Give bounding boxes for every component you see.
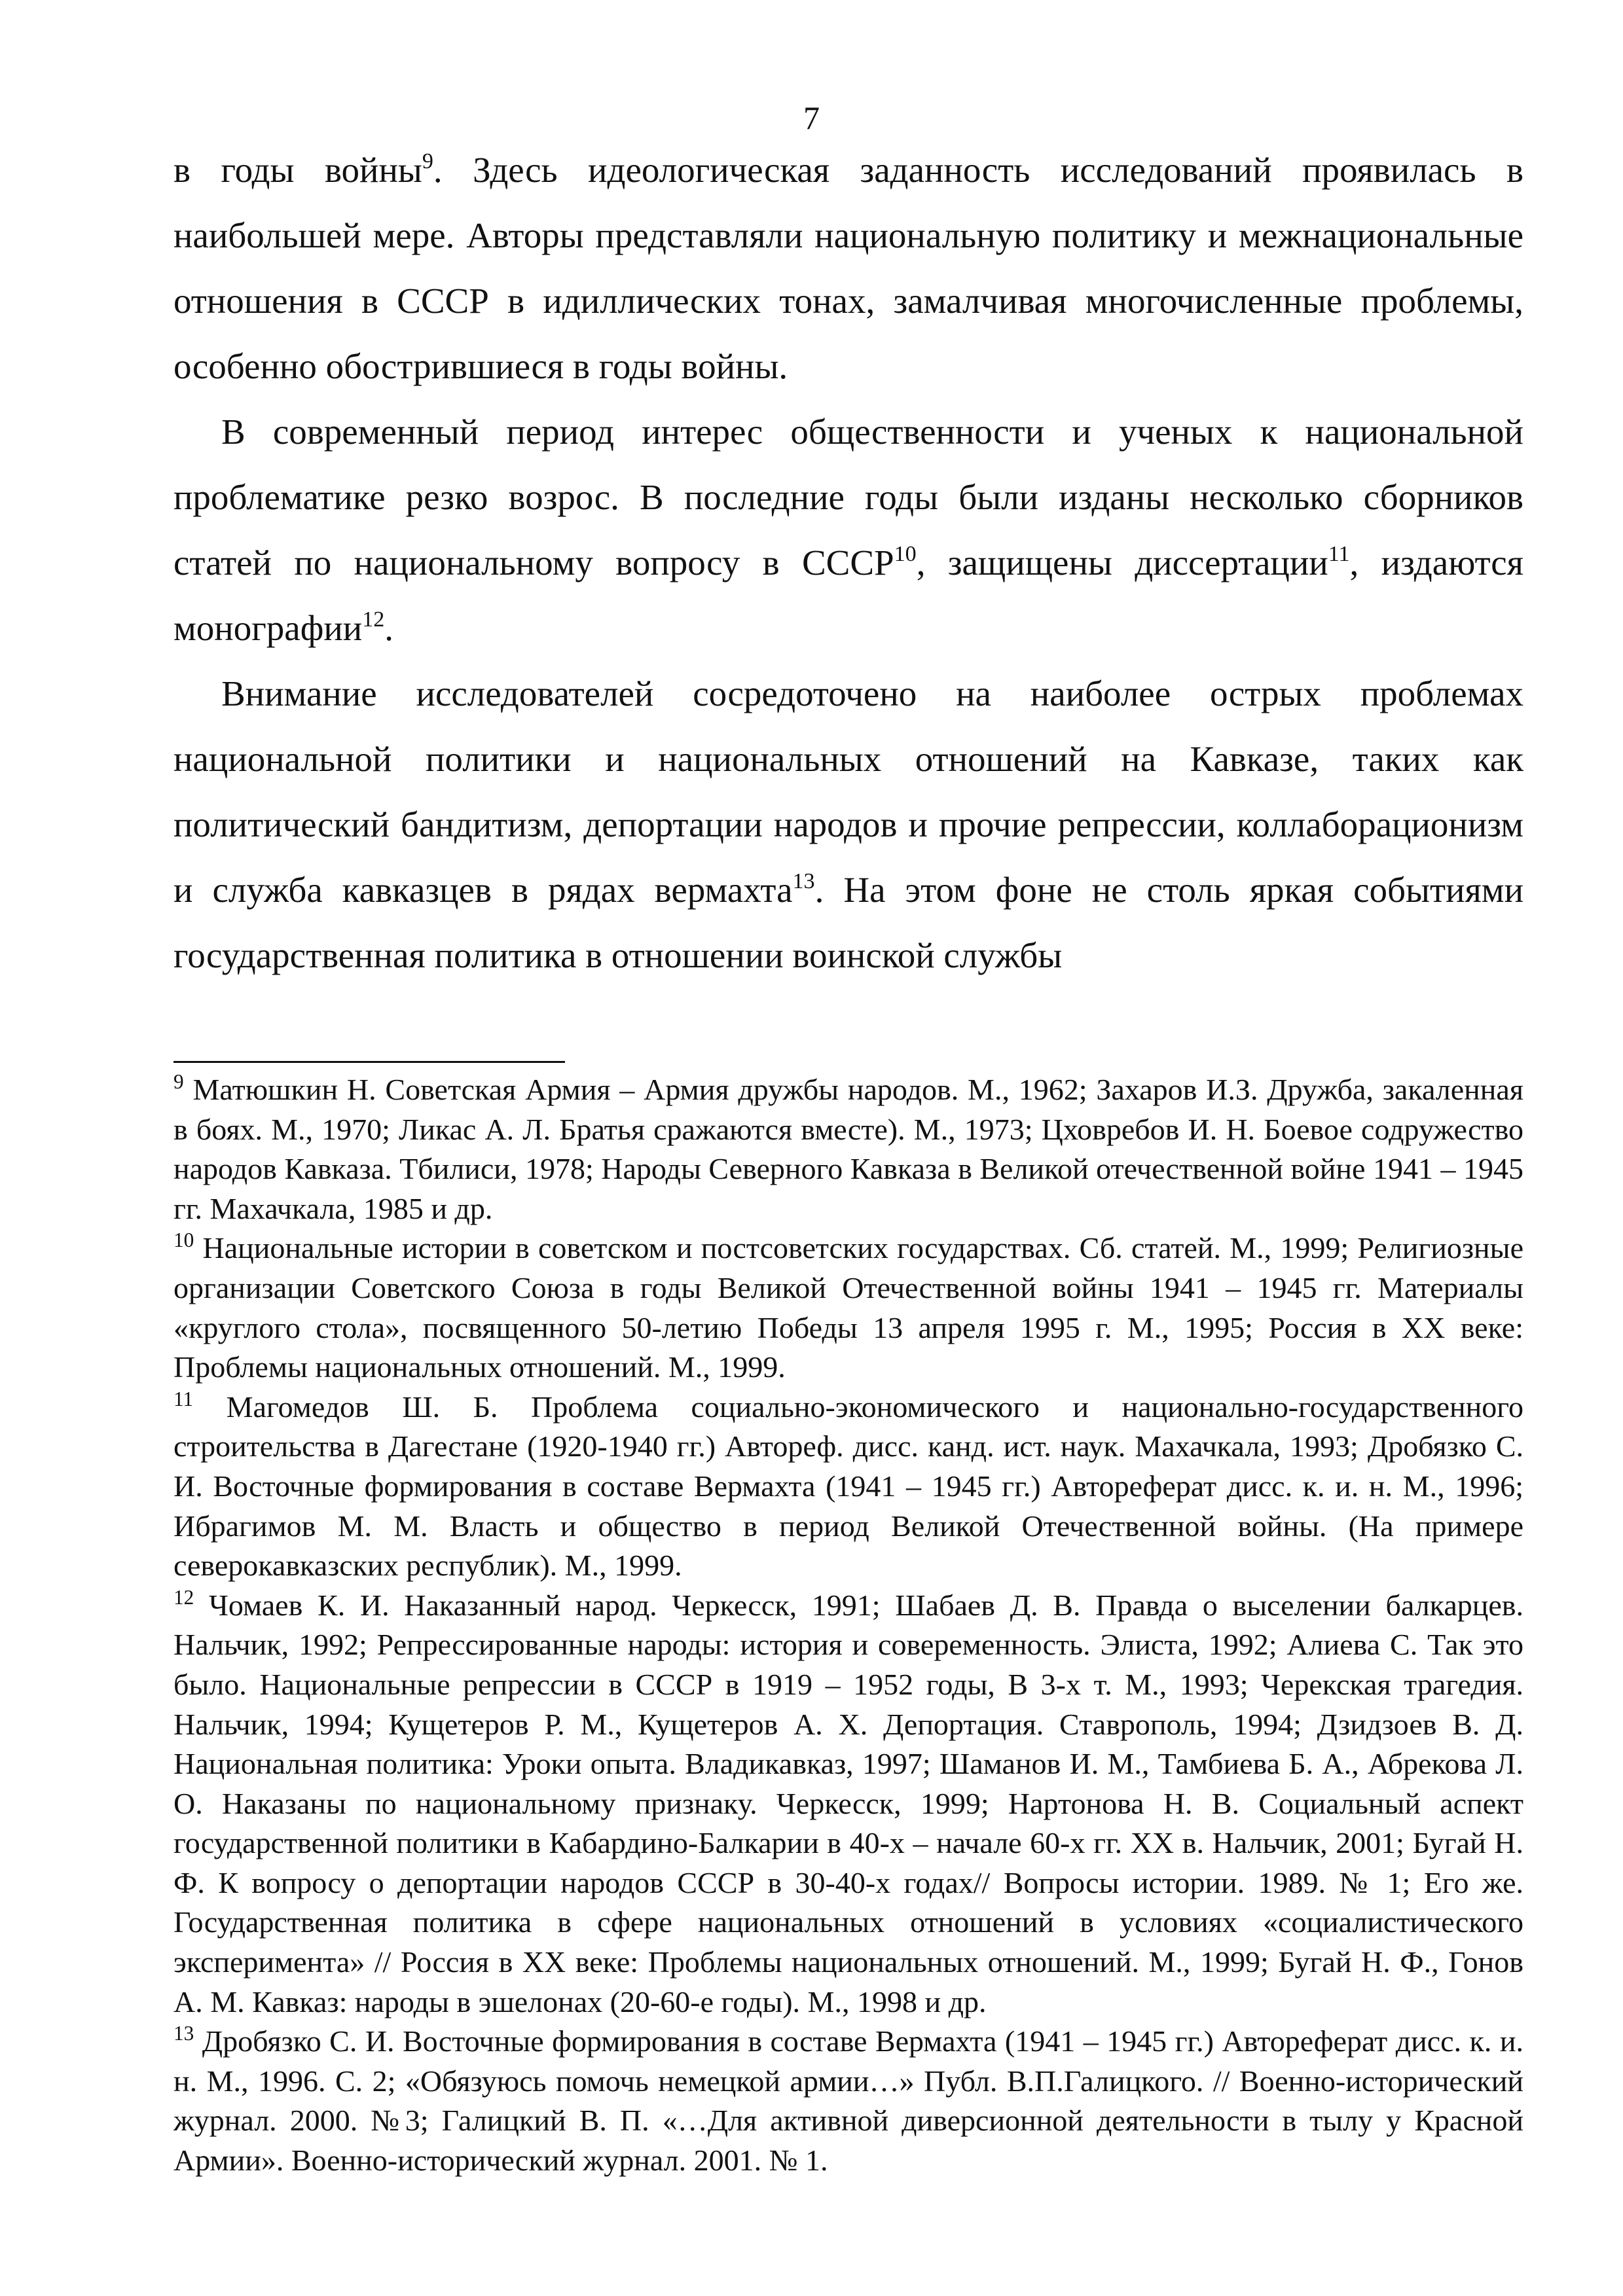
paragraph-text: . Здесь идеологическая заданность исследований проявилась в наибольшей мере. Авторы представляли национальную политику и межнациональные отношения в СССР в идиллических тонах, замалчивая многочисленные проблемы, особенно обострившиеся в годы войны. bbox=[173, 150, 1523, 386]
paragraph-text: в годы войны bbox=[173, 150, 422, 190]
footnote bbox=[173, 1388, 1523, 1586]
page-number: 7 bbox=[803, 99, 820, 136]
paragraph bbox=[173, 661, 1523, 988]
footnote-reference: 11 bbox=[1328, 541, 1350, 566]
footnote-number: 12 bbox=[173, 1585, 194, 1609]
footnote-reference: 13 bbox=[792, 869, 815, 893]
paragraph bbox=[173, 137, 1523, 399]
footnote-separator bbox=[173, 1061, 565, 1063]
paragraph-text: Внимание исследователей сосредоточено на наиболее острых проблемах национальной политики и национальных отношений на Кавказе, таких как политический бандитизм, депортации народов и прочие репрессии, коллаборационизм и служба кавказцев в рядах вермахта bbox=[173, 673, 1523, 910]
main-text bbox=[173, 137, 1523, 988]
paragraph-text: В современный период интерес общественности и ученых к национальной проблематике резко возрос. В последние годы были изданы несколько сборников статей по национальному вопросу в СССР bbox=[173, 412, 1523, 583]
paragraph bbox=[173, 399, 1523, 661]
paragraph-text: . bbox=[384, 608, 394, 648]
paragraph-text: , защищены диссертации bbox=[916, 543, 1328, 583]
footnote bbox=[173, 1229, 1523, 1387]
footnote-number: 13 bbox=[173, 2022, 194, 2045]
paragraph-text: . На этом фоне не столь яркая событиями государственная политика в отношении воинской службы bbox=[173, 870, 1523, 975]
footnote-text: Национальные истории в советском и постсоветских государствах. Сб. статей. М., 1999; Религиозные организации Советского Союза в годы Великой Отечественной войны 1941 – 1945 гг. Материалы «круглого стола», посвященного 50-летию Победы 13 апреля 1995 г. М., 1995; Россия в XX веке: Проблемы национальных отношений. М., 1999. bbox=[173, 1231, 1523, 1384]
footnotes bbox=[173, 1070, 1523, 2181]
footnote-number: 11 bbox=[173, 1387, 194, 1410]
footnote-number: 9 bbox=[173, 1069, 184, 1093]
footnote-text: Чомаев К. И. Наказанный народ. Черкесск, 1991; Шабаев Д. В. Правда о выселении балкарцев. Нальчик, 1992; Репрессированные народы: история и совеременность. Элиста, 1992; Алиева С. Так это было. Национальные репрессии в СССР в 1919 – 1952 годы, В 3-х т. М., 1993; Черекская трагедия. Нальчик, 1994; Кущетеров Р. М., Кущетеров А. Х. Депортация. Ставрополь, 1994; Дзидзоев В. Д. Национальная политика: Уроки опыта. Владикавказ, 1997; Шаманов И. М., Тамбиева Б. А., Абрекова Л. О. Наказаны по национальному признаку. Черкесск, 1999; Нартонова Н. В. Социальный аспект государственной политики в Кабардино-Балкарии в 40-х – начале 60-х гг. XX в. Нальчик, 2001; Бугай Н. Ф. К вопросу о депортации народов СССР в 30-40-х годах// Вопросы истории. 1989. № 1; Его же. Государственная политика в сфере национальных отношений в условиях «социалистического эксперимента» // Россия в XX веке: Проблемы национальных отношений. М., 1999; Бугай Н. Ф., Гонов А. М. Кавказ: народы в эшелонах (20-60-е годы). М., 1998 и др. bbox=[173, 1588, 1523, 2018]
footnote-reference: 12 bbox=[362, 607, 385, 632]
footnote bbox=[173, 1586, 1523, 2022]
footnote bbox=[173, 1070, 1523, 1229]
footnote-text: Матюшкин Н. Советская Армия – Армия дружбы народов. М., 1962; Захаров И.З. Дружба, закаленная в боях. М., 1970; Ликас А. Л. Братья сражаются вместе). М., 1973; Цховребов И. Н. Боевое содружество народов Кавказа. Тбилиси, 1978; Народы Северного Кавказа в Великой отечественной войне 1941 – 1945 гг. Махачкала, 1985 и др. bbox=[173, 1073, 1523, 1225]
footnote-text: Дробязко С. И. Восточные формирования в составе Вермахта (1941 – 1945 гг.) Автореферат дисс. к. и. н. М., 1996. С. 2; «Обязуюсь помочь немецкой армии…» Публ. В.П.Галицкого. // Военно-исторический журнал. 2000. №3; Галицкий В. П. «…Для активной диверсионной деятельности в тылу у Красной Армии». Военно-исторический журнал. 2001. № 1. bbox=[173, 2024, 1523, 2178]
footnote bbox=[173, 2022, 1523, 2180]
footnote-reference: 9 bbox=[422, 149, 433, 173]
footnote-number: 10 bbox=[173, 1229, 194, 1252]
paragraph-text: , издаются монографии bbox=[173, 543, 1523, 648]
footnote-text: Магомедов Ш. Б. Проблема социально-экономического и национально-государственного строительства в Дагестане (1920-1940 гг.) Автореф. дисс. канд. ист. наук. Махачкала, 1993; Дробязко С. И. Восточные формирования в составе Вермахта (1941 – 1945 гг.) Автореферат дисс. к. и. н. М., 1996; Ибрагимов М. М. Власть и общество в период Великой Отечественной войны. (На примере северокавказских республик). М., 1999. bbox=[173, 1390, 1523, 1583]
footnote-reference: 10 bbox=[894, 541, 917, 566]
